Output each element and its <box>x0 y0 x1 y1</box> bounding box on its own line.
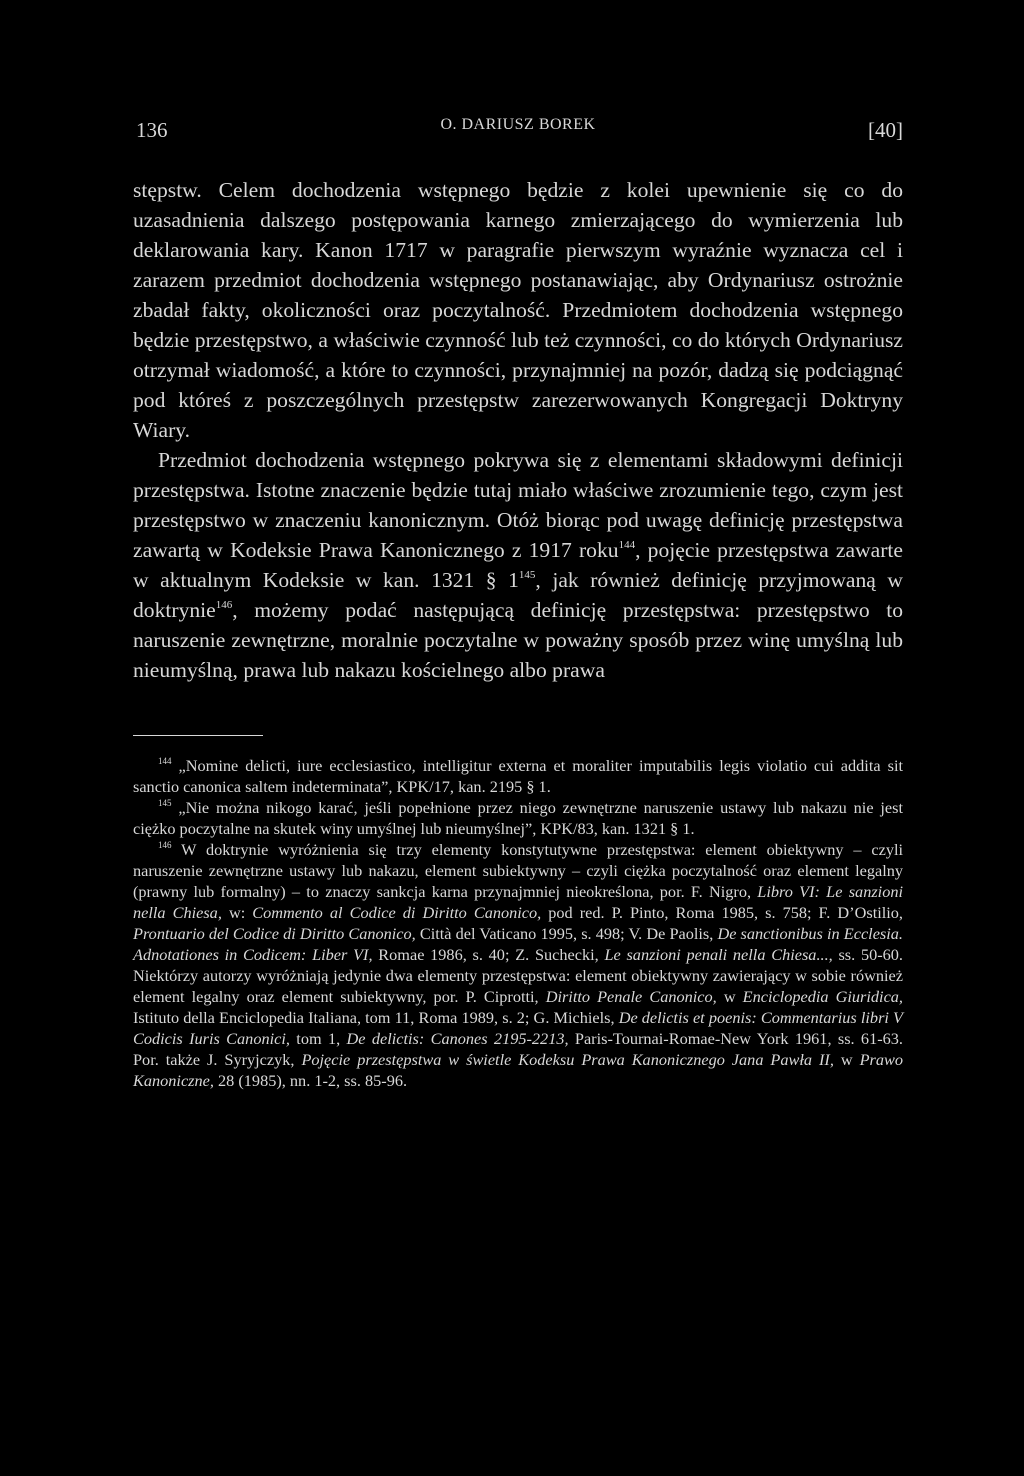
footnote-number: 145 <box>158 798 172 808</box>
cited-title: De sanctionibus in Ecclesia. Adnotationes in Codicem: Liber VI, <box>133 924 903 964</box>
footnote-text-part: 28 (1985), nn. 1-2, ss. 85-96. <box>213 1071 408 1090</box>
cited-title: Prontuario del Codice di Diritto Canonico, <box>133 924 416 943</box>
footnote-text-part: Città del Vaticano 1995, s. 498; V. De Paolis, <box>415 924 718 943</box>
footnote-ref-145[interactable]: 145 <box>518 569 536 581</box>
cited-title: De delictis: Canones 2195-2213, <box>346 1029 569 1048</box>
footnote-text-part: tom 1, <box>289 1029 347 1048</box>
cited-title: Commento al Codice di Diritto Canonico, <box>252 903 542 922</box>
footnote-text-part: Romae 1986, s. 40; Z. Suchecki, <box>372 945 605 964</box>
cited-title: Enciclopedia Giuridica, <box>742 987 904 1006</box>
cited-title: Pojęcie przestępstwa w świetle Kodeksu Prawa Kanonicznego Jana Pawła II, <box>301 1050 834 1069</box>
footnote-text-part: Paris-Tournai-Romae-New York 1961, ss. 61-63. Por. także J. Syryjczyk, <box>133 1029 903 1069</box>
paragraph-2-part-2: , pojęcie przestępstwa zawarte w aktualnym Kodeksie w kan. 1321 § 1 <box>133 538 903 592</box>
footnote-separator <box>133 735 263 736</box>
cited-title: Le sanzioni penali nella Chiesa..., <box>604 945 833 964</box>
footnote-text-part: pod red. P. Pinto, Roma 1985, s. 758; F. D’Ostilio, <box>541 903 904 922</box>
section-number: [40] <box>868 118 903 142</box>
footnote-text: „Nie można nikogo karać, jeśli popełnione przez niego zewnętrzne naruszenie ustawy lub nakazu nie jest ciężko poczytalne na skutek winy umyślnej lub nieumyślnej”, KPK/83, kan. 1321 § 1. <box>133 798 903 838</box>
footnote-144 <box>133 755 903 797</box>
paragraph-2-part-3: , jak również definicję przyjmowaną w doktrynie <box>133 568 903 622</box>
paragraph-1: stępstw. Celem dochodzenia wstępnego będzie z kolei upewnienie się co do uzasadnienia dalszego postępowania karnego zmierzającego do wymierzenia lub deklarowania kary. Kanon 1717 w paragrafie pierwszym wyraźnie wyznacza cel i zarazem przedmiot dochodzenia wstępnego postanawiając, aby Ordynariusz ostrożnie zbadał fakty, okoliczności oraz poczytalność. Przedmiotem dochodzenia wstępnego będzie przestępstwo, a właściwie czynność lub też czynności, co do których Ordynariusz otrzymał wiadomość, a które to czynności, przynajmniej na pozór, dadzą się podciągnąć pod któreś z poszczególnych przestępstw zarezerwowanych Kongregacji Doktryny Wiary. <box>133 178 903 442</box>
paragraph-2-part-1: Przedmiot dochodzenia wstępnego pokrywa się z elementami składowymi definicji przestępstwa. Istotne znaczenie będzie tutaj miało właściwe zrozumienie tego, czym jest przestępstwo w znaczeniu kanonicznym. Otóż biorąc pod uwagę definicję przestępstwa zawartą w Kodeksie Prawa Kanonicznego z 1917 roku <box>133 448 903 562</box>
main-text <box>133 175 903 685</box>
footnote-text-part: w <box>716 987 743 1006</box>
footnote-text-part: ss. 50-60. Niektórzy autorzy wyróżniają jedynie dwa elementy przestępstwa: element obiektywny zawierający w sobie również element legalny oraz element subiektywny, por. P. Ciprotti, <box>133 945 904 1006</box>
cited-title: Prawo Kanoniczne, <box>133 1050 903 1090</box>
running-header <box>133 110 903 150</box>
footnote-number: 144 <box>158 756 172 766</box>
running-head-author: O. DARIUSZ BOREK <box>440 116 596 133</box>
page-number: 136 <box>136 118 168 142</box>
footnote-number: 146 <box>158 840 172 850</box>
footnotes <box>133 755 903 1091</box>
footnote-text-part: W doktrynie wyróżnienia się trzy elementy konstytutywne przestępstwa: element obiektywny – czyli naruszenie zewnętrzne ustawy lub nakazu, element subiektywny – czyli ciężka poczytalność oraz element legalny (prawny lub formalny) – to znaczy sankcja karna przynajmniej nieokreślona, por. F. Nigro, <box>133 840 904 901</box>
footnote-146 <box>133 839 903 1091</box>
paragraph-2-part-4: , możemy podać następującą definicję przestępstwa: przestępstwo to naruszenie zewnętrzne, moralnie poczytalne w poważny sposób przez winę umyślną lub nieumyślną, prawa lub nakazu kościelnego albo prawa <box>133 598 903 682</box>
document-page <box>133 110 903 1091</box>
cited-title: Diritto Penale Canonico, <box>545 987 717 1006</box>
footnote-145 <box>133 797 903 839</box>
footnote-text: „Nomine delicti, iure ecclesiastico, intelligitur externa et moraliter imputabilis legis violatio cui addita sit sanctio canonica saltem indeterminata”, KPK/17, kan. 2195 § 1. <box>133 756 903 796</box>
cited-title: De delictis et poenis: Commentarius libri V Codicis Iuris Canonici, <box>133 1008 903 1048</box>
paragraph-2 <box>133 445 903 685</box>
footnote-text-part: w: <box>221 903 253 922</box>
footnote-text-part: w <box>833 1050 860 1069</box>
cited-title: Libro VI: Le sanzioni nella Chiesa, <box>133 882 903 922</box>
footnote-ref-144[interactable]: 144 <box>618 539 636 551</box>
footnote-text-part: Istituto della Enciclopedia Italiana, tom 11, Roma 1989, s. 2; G. Michiels, <box>133 1008 619 1027</box>
footnote-ref-146[interactable]: 146 <box>215 599 233 611</box>
